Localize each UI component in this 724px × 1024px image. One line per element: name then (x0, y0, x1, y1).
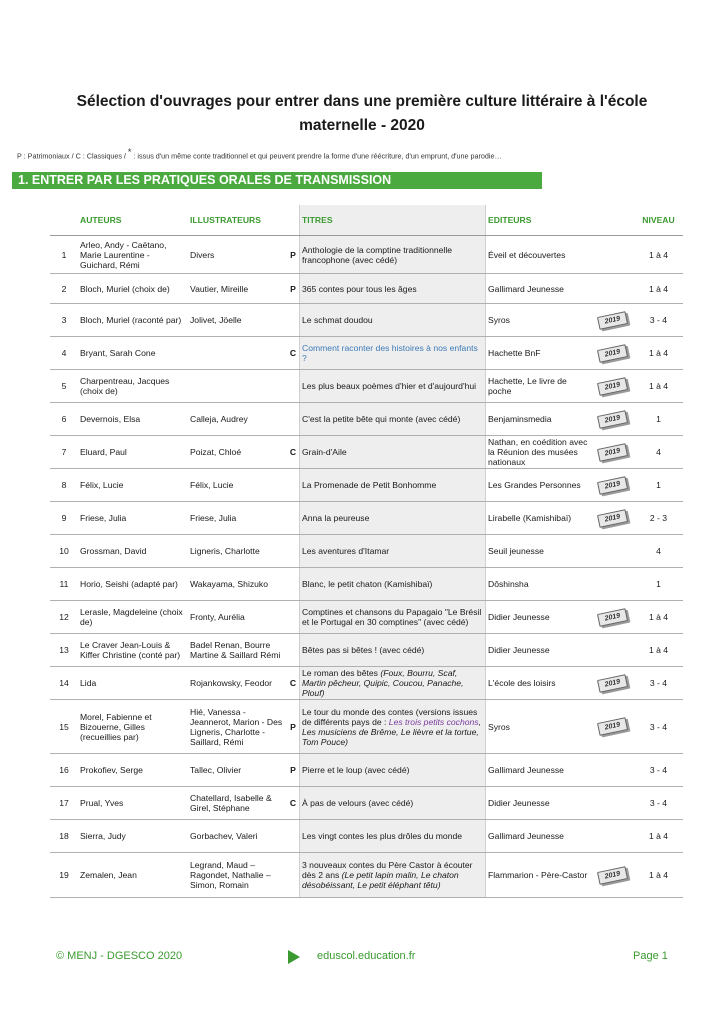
header-publishers: EDITEURS (486, 205, 591, 236)
category-cell: C (287, 667, 300, 700)
title-text: C'est la petite bête qui monte (avec cédé) (302, 414, 461, 424)
level-cell: 1 à 4 (634, 337, 683, 370)
table-row (50, 787, 683, 820)
title-text: Les plus beaux poèmes d'hier et d'aujourd'hui (302, 381, 477, 391)
header-category (287, 205, 300, 236)
publisher-cell: Gallimard Jeunesse (486, 754, 591, 787)
publisher-cell: Didier Jeunesse (486, 601, 591, 634)
row-number: 12 (50, 601, 78, 634)
title-cell (300, 601, 486, 634)
row-number: 19 (50, 853, 78, 898)
badge-cell (590, 634, 634, 667)
title-italic-text: (Foux, Bourru, Scaf, Martin pêcheur, Quipic, Coucou, Panache, Plouf) (302, 668, 464, 698)
publisher-cell: Seuil jeunesse (486, 535, 591, 568)
category-cell: P (287, 236, 300, 274)
year-2019-badge-icon: 2019 (596, 717, 627, 736)
publisher-cell: Syros (486, 700, 591, 754)
author-cell: Prual, Yves (78, 787, 188, 820)
header-authors: AUTEURS (78, 205, 188, 236)
badge-cell (590, 700, 634, 754)
title-cell (300, 436, 486, 469)
title-text: La Promenade de Petit Bonhomme (302, 480, 437, 490)
category-legend (17, 147, 717, 160)
title-cell (300, 535, 486, 568)
category-cell: P (287, 274, 300, 304)
table-row (50, 535, 683, 568)
illustrator-cell: Wakayama, Shizuko (188, 568, 287, 601)
title-cell (300, 274, 486, 304)
title-text: Les aventures d'Itamar (302, 546, 390, 556)
level-cell: 1 à 4 (634, 634, 683, 667)
title-italic-text: , Les musiciens de Brême, Le lièvre et la tortue, Tom Pouce) (302, 716, 481, 747)
title-cell (300, 337, 486, 370)
row-number: 10 (50, 535, 78, 568)
category-cell (287, 634, 300, 667)
level-cell: 1 à 4 (634, 370, 683, 403)
badge-cell (590, 436, 634, 469)
illustrator-cell: Poizat, Chloé (188, 436, 287, 469)
title-highlight: Les trois petits cochons (388, 716, 479, 727)
document-title (24, 90, 700, 138)
category-cell (287, 820, 300, 853)
author-cell: Sierra, Judy (78, 820, 188, 853)
badge-cell (590, 403, 634, 436)
row-number: 5 (50, 370, 78, 403)
publisher-cell: Hachette BnF (486, 337, 591, 370)
table-row (50, 436, 683, 469)
title-cell (300, 853, 486, 898)
badge-cell (590, 601, 634, 634)
illustrator-cell: Gorbachev, Valeri (188, 820, 287, 853)
level-cell: 4 (634, 535, 683, 568)
level-cell: 1 à 4 (634, 274, 683, 304)
row-number: 14 (50, 667, 78, 700)
table-row (50, 667, 683, 700)
category-cell (287, 304, 300, 337)
title-cell (300, 403, 486, 436)
illustrator-cell: Legrand, Maud – Ragondet, Nathalie – Simon, Romain (188, 853, 287, 898)
title-cell (300, 754, 486, 787)
level-cell: 1 (634, 568, 683, 601)
table-row (50, 754, 683, 787)
author-cell: Grossman, David (78, 535, 188, 568)
category-cell (287, 370, 300, 403)
book-selection-table (50, 205, 683, 898)
publisher-cell: Nathan, en coédition avec la Réunion des musées nationaux (486, 436, 591, 469)
table-row (50, 634, 683, 667)
author-cell: Devernois, Elsa (78, 403, 188, 436)
year-2019-badge-icon: 2019 (596, 476, 627, 495)
category-cell (287, 502, 300, 535)
level-cell: 3 - 4 (634, 700, 683, 754)
illustrator-cell: Calleja, Audrey (188, 403, 287, 436)
badge-cell (590, 667, 634, 700)
level-cell: 1 (634, 469, 683, 502)
legend-star: * (127, 147, 132, 157)
row-number: 3 (50, 304, 78, 337)
illustrator-cell: Vautier, Mireille (188, 274, 287, 304)
publisher-cell: Lirabelle (Kamishibaï) (486, 502, 591, 535)
publisher-cell: Flammarion - Père-Castor (486, 853, 591, 898)
author-cell: Lida (78, 667, 188, 700)
title-cell (300, 469, 486, 502)
title-cell (300, 370, 486, 403)
level-cell: 4 (634, 436, 683, 469)
row-number: 6 (50, 403, 78, 436)
category-cell (287, 568, 300, 601)
level-cell: 3 - 4 (634, 667, 683, 700)
row-number: 11 (50, 568, 78, 601)
level-cell: 3 - 4 (634, 787, 683, 820)
category-cell: P (287, 754, 300, 787)
illustrator-cell: Ligneris, Charlotte (188, 535, 287, 568)
table-row (50, 274, 683, 304)
publisher-cell: Benjaminsmedia (486, 403, 591, 436)
level-cell: 1 à 4 (634, 601, 683, 634)
level-cell: 3 - 4 (634, 304, 683, 337)
year-2019-badge-icon: 2019 (596, 509, 627, 528)
publisher-cell: Didier Jeunesse (486, 634, 591, 667)
table-row (50, 304, 683, 337)
author-cell: Le Craver Jean-Louis & Kiffer Christine (conté par) (78, 634, 188, 667)
author-cell: Zemalen, Jean (78, 853, 188, 898)
row-number: 7 (50, 436, 78, 469)
level-cell: 3 - 4 (634, 754, 683, 787)
author-cell: Charpentreau, Jacques (choix de) (78, 370, 188, 403)
illustrator-cell (188, 337, 287, 370)
title-text: À pas de velours (avec cédé) (302, 798, 414, 808)
title-text: 365 contes pour tous les âges (302, 283, 417, 294)
title-text: Blanc, le petit chaton (Kamishibaï) (302, 579, 433, 589)
title-cell (300, 634, 486, 667)
title-text[interactable]: Comment raconter des histoires à nos enfants ? (302, 343, 478, 363)
level-cell: 1 à 4 (634, 820, 683, 853)
play-arrow-icon (288, 950, 300, 964)
author-cell: Arleo, Andy - Caëtano, Marie Laurentine - Guichard, Rémi (78, 236, 188, 274)
illustrator-cell: Chatellard, Isabelle & Girel, Stéphane (188, 787, 287, 820)
illustrator-cell: Rojankowsky, Feodor (188, 667, 287, 700)
title-text: Grain-d'Aile (302, 447, 347, 457)
badge-cell (590, 787, 634, 820)
badge-cell (590, 754, 634, 787)
row-number: 16 (50, 754, 78, 787)
category-cell (287, 601, 300, 634)
category-cell: C (287, 787, 300, 820)
publisher-cell: L'école des loisirs (486, 667, 591, 700)
row-number: 17 (50, 787, 78, 820)
header-titles: TITRES (300, 205, 486, 236)
legend-text-end: : issus d'un même conte traditionnel et qui peuvent prendre la forme d'une réécriture, d'un emprunt, d'une parodie… (131, 151, 502, 161)
category-cell: C (287, 337, 300, 370)
badge-cell (590, 820, 634, 853)
title-italic-text: (Le petit lapin malin, Le chaton désobéissant, Le petit éléphant têtu) (302, 870, 459, 890)
title-text: Anna la peureuse (302, 513, 370, 523)
row-number: 8 (50, 469, 78, 502)
author-cell: Bryant, Sarah Cone (78, 337, 188, 370)
footer-page-number: Page 1 (633, 950, 668, 962)
author-cell: Morel, Fabienne et Bizouerne, Gilles (recueillies par) (78, 700, 188, 754)
badge-cell (590, 469, 634, 502)
title-cell (300, 787, 486, 820)
title-cell (300, 568, 486, 601)
table-row (50, 820, 683, 853)
badge-cell (590, 502, 634, 535)
illustrator-cell: Félix, Lucie (188, 469, 287, 502)
title-text: Bêtes pas si bêtes ! (avec cédé) (302, 645, 425, 655)
year-2019-badge-icon: 2019 (596, 674, 627, 693)
row-number: 1 (50, 236, 78, 274)
publisher-cell: Gallimard Jeunesse (486, 820, 591, 853)
level-cell: 1 à 4 (634, 236, 683, 274)
title-text: 3 nouveaux contes du Père Castor à écouter dès 2 ans (302, 860, 473, 880)
illustrator-cell: Badel Renan, Bourre Martine & Saillard Rémi (188, 634, 287, 667)
header-badge (590, 205, 634, 236)
year-2019-badge-icon: 2019 (596, 866, 627, 885)
row-number: 4 (50, 337, 78, 370)
badge-cell (590, 274, 634, 304)
badge-cell (590, 304, 634, 337)
author-cell: Bloch, Muriel (choix de) (78, 274, 188, 304)
legend-text-start: P : Patrimoniaux / C : Classiques / (17, 151, 128, 161)
footer-copyright: © MENJ - DGESCO 2020 (56, 950, 183, 962)
publisher-cell: Gallimard Jeunesse (486, 274, 591, 304)
illustrator-cell: Hié, Vanessa - Jeannerot, Marion - Des Ligneris, Charlotte - Saillard, Rémi (188, 700, 287, 754)
table-body (50, 236, 683, 898)
title-text: Comptines et chansons du Papagaio "Le Brésil et le Portugal en 30 comptines" (avec cédé) (302, 607, 482, 627)
table-row (50, 370, 683, 403)
title-line-2: maternelle - 2020 (299, 117, 425, 134)
illustrator-cell: Fronty, Aurélia (188, 601, 287, 634)
category-cell (287, 403, 300, 436)
table-row (50, 853, 683, 898)
title-cell (300, 236, 486, 274)
category-cell: C (287, 436, 300, 469)
year-2019-badge-icon: 2019 (596, 311, 627, 330)
title-text: Pierre et le loup (avec cédé) (302, 765, 410, 775)
publisher-cell: Hachette, Le livre de poche (486, 370, 591, 403)
table-row (50, 403, 683, 436)
category-cell (287, 535, 300, 568)
title-cell (300, 700, 486, 754)
author-cell: Friese, Julia (78, 502, 188, 535)
header-level: NIVEAU (634, 205, 683, 236)
publisher-cell: Éveil et découvertes (486, 236, 591, 274)
publisher-cell: Didier Jeunesse (486, 787, 591, 820)
author-cell: Prokofiev, Serge (78, 754, 188, 787)
badge-cell (590, 370, 634, 403)
table-header-row (50, 205, 683, 236)
author-cell: Bloch, Muriel (raconté par) (78, 304, 188, 337)
title-text: Le tour du monde des contes (versions issues de différents pays de : (302, 706, 478, 727)
illustrator-cell: Jolivet, Jöelle (188, 304, 287, 337)
table-row (50, 601, 683, 634)
header-num (50, 205, 78, 236)
author-cell: Félix, Lucie (78, 469, 188, 502)
author-cell: Horio, Seishi (adapté par) (78, 568, 188, 601)
illustrator-cell (188, 370, 287, 403)
publisher-cell: Dôshinsha (486, 568, 591, 601)
level-cell: 1 (634, 403, 683, 436)
level-cell: 1 à 4 (634, 853, 683, 898)
badge-cell (590, 337, 634, 370)
title-cell (300, 502, 486, 535)
row-number: 9 (50, 502, 78, 535)
table-row (50, 700, 683, 754)
year-2019-badge-icon: 2019 (596, 344, 627, 363)
illustrator-cell: Tallec, Olivier (188, 754, 287, 787)
table-row (50, 469, 683, 502)
table-row (50, 236, 683, 274)
row-number: 15 (50, 700, 78, 754)
category-cell: P (287, 700, 300, 754)
year-2019-badge-icon: 2019 (596, 377, 627, 396)
author-cell: Eluard, Paul (78, 436, 188, 469)
table-row (50, 337, 683, 370)
author-cell: Lerasle, Magdeleine (choix de) (78, 601, 188, 634)
footer-website-link[interactable]: eduscol.education.fr (317, 950, 416, 962)
title-text: Le roman des bêtes (302, 668, 381, 678)
row-number: 13 (50, 634, 78, 667)
illustrator-cell: Friese, Julia (188, 502, 287, 535)
level-cell: 2 - 3 (634, 502, 683, 535)
illustrator-cell: Divers (188, 236, 287, 274)
title-line-1: Sélection d'ouvrages pour entrer dans une première culture littéraire à l'école (76, 93, 648, 110)
title-cell (300, 820, 486, 853)
row-number: 2 (50, 274, 78, 304)
title-text: Anthologie de la comptine traditionnelle francophone (avec cédé) (302, 244, 453, 265)
category-cell (287, 853, 300, 898)
year-2019-badge-icon: 2019 (596, 443, 627, 462)
table-row (50, 502, 683, 535)
row-number: 18 (50, 820, 78, 853)
badge-cell (590, 535, 634, 568)
category-cell (287, 469, 300, 502)
title-cell (300, 667, 486, 700)
section-heading: 1. ENTRER PAR LES PRATIQUES ORALES DE TRANSMISSION (12, 172, 542, 189)
title-text: Le schmat doudou (302, 315, 373, 325)
badge-cell (590, 568, 634, 601)
title-text: Les vingt contes les plus drôles du monde (302, 831, 463, 841)
year-2019-badge-icon: 2019 (596, 410, 627, 429)
year-2019-badge-icon: 2019 (596, 608, 627, 627)
header-illustrators: ILLUSTRATEURS (188, 205, 287, 236)
publisher-cell: Syros (486, 304, 591, 337)
table-row (50, 568, 683, 601)
badge-cell (590, 236, 634, 274)
title-cell (300, 304, 486, 337)
publisher-cell: Les Grandes Personnes (486, 469, 591, 502)
badge-cell (590, 853, 634, 898)
